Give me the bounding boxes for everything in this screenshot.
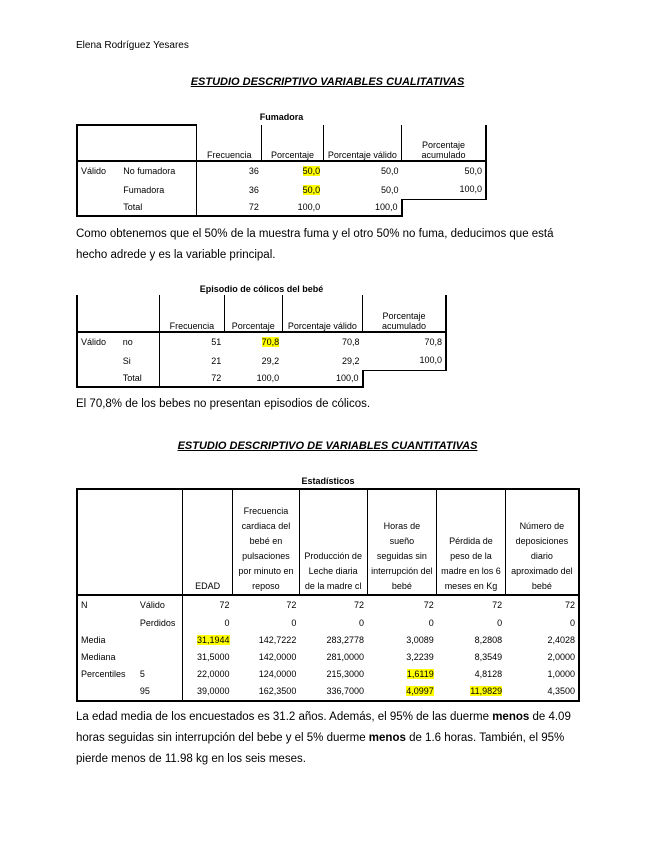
cell: 283,2778 (326, 635, 365, 645)
table-row (77, 161, 486, 180)
cell: 142,0000 (258, 652, 297, 662)
row-label: Fumadora (120, 180, 196, 199)
cell: 0 (497, 618, 503, 628)
cell: 72 (505, 595, 579, 615)
cell: 8,2808 (474, 635, 503, 645)
row-label: N (77, 595, 137, 615)
cell: 21 (211, 355, 222, 366)
cell: 72 (367, 595, 437, 615)
row-label: Media (77, 632, 137, 649)
row-sublabel: Perdidos (137, 615, 183, 632)
paragraph-cuantitativas (76, 707, 581, 770)
cell: 72 (299, 595, 367, 615)
cell: 72 (437, 595, 505, 615)
cell: 3,0089 (406, 635, 434, 645)
row-label: Percentiles (77, 666, 137, 683)
table-colicos (76, 295, 447, 388)
cell: 0 (224, 618, 230, 628)
row-label: Mediana (77, 649, 137, 666)
cell: 0 (359, 618, 365, 628)
cell: 100,0 (262, 199, 323, 216)
cell: 124,0000 (258, 669, 297, 679)
col-header: Horas de sueño seguidas sin interrupción del bebé (367, 489, 437, 595)
paragraph-fumadora: Como obtenemos que el 50% de la muestra fuma y el otro 50% no fuma, deducimos que está hecho adrede y es la variable principal. (76, 228, 554, 261)
cell-highlighted: 11,9829 (470, 686, 503, 696)
table-row (77, 683, 579, 701)
cell: 0 (505, 615, 579, 632)
row-group: Válido (77, 161, 120, 180)
paragraph-colicos: El 70,8% de los bebes no presentan episodios de cólicos. (76, 398, 371, 410)
row-label: No fumadora (120, 161, 196, 180)
text-run: de 4.09 horas seguidas sin interrupción del bebe y el 5% duerme (76, 711, 571, 744)
cell: 36 (197, 161, 262, 180)
cell-highlighted: 1,6119 (406, 669, 434, 679)
cell: 4,3500 (505, 683, 579, 701)
cell: 50,0 (323, 161, 401, 180)
col-header: Frecuencia (197, 125, 262, 161)
cell: 281,0000 (326, 652, 365, 662)
col-header: Frecuencia (160, 295, 225, 332)
table-row (77, 615, 579, 632)
cell: 100,0 (224, 370, 282, 387)
table-row (77, 351, 446, 370)
cell: 100,0 (282, 370, 362, 387)
col-header: Porcentaje (224, 295, 282, 332)
text-bold: menos (368, 732, 406, 744)
table-row (77, 632, 579, 649)
cell: 50,0 (402, 161, 486, 180)
table-row (77, 666, 579, 683)
text-bold: menos (492, 711, 530, 723)
cell: 2,4028 (505, 632, 579, 649)
col-header: Porcentaje válido (282, 295, 362, 332)
cell: 70,8 (363, 332, 446, 351)
cell: 0 (428, 618, 434, 628)
cell: 50,0 (381, 184, 399, 195)
cell: 72 (160, 370, 225, 387)
cell: 4,8128 (474, 669, 503, 679)
cell: 22,0000 (197, 669, 230, 679)
row-label: no (120, 332, 160, 351)
row-sublabel: 95 (137, 683, 183, 701)
table-row (77, 180, 486, 199)
cell: 31,5000 (197, 652, 230, 662)
cell: 72 (197, 199, 262, 216)
section-title-quantitative: ESTUDIO DESCRIPTIVO DE VARIABLES CUANTITATIVAS (177, 440, 478, 452)
author-name: Elena Rodríguez Yesares (76, 40, 189, 51)
cell: 8,3549 (474, 652, 503, 662)
cell: 100,0 (323, 199, 401, 216)
cell: 0 (291, 618, 297, 628)
col-header: Porcentaje acumulado (402, 125, 486, 161)
cell: 72 (183, 595, 233, 615)
col-header: Porcentaje (262, 125, 323, 161)
cell: 336,7000 (299, 683, 367, 701)
row-label: Total (120, 199, 196, 216)
cell: 36 (248, 184, 259, 195)
col-header: Frecuencia cardiaca del bebé en pulsaciones por minuto en reposo (233, 489, 300, 595)
section-title-qualitative: ESTUDIO DESCRIPTIVO VARIABLES CUALITATIVAS (190, 76, 465, 88)
cell-highlighted: 70,8 (261, 337, 280, 347)
row-label: Total (120, 370, 160, 387)
text-run: de 1.6 horas. También, el 95% pierde menos de 11.98 kg en los seis meses. (76, 732, 565, 765)
cell-highlighted: 31,1944 (197, 635, 230, 645)
col-header: Porcentaje válido (323, 125, 401, 161)
cell: 51 (160, 332, 225, 351)
table-row (77, 595, 579, 615)
col-header: Porcentaje acumulado (363, 295, 446, 332)
cell: 3,2239 (406, 652, 434, 662)
cell: 39,0000 (183, 683, 233, 701)
cell: 100,0 (363, 351, 446, 370)
cell: 72 (233, 595, 300, 615)
col-header: Número de deposiciones diario aproximado del bebé (505, 489, 579, 595)
cell: 2,0000 (505, 649, 579, 666)
cell: 162,3500 (233, 683, 300, 701)
cell-highlighted: 50,0 (302, 184, 321, 195)
cell: 142,7222 (258, 635, 297, 645)
table-estadisticos (76, 488, 580, 702)
table-row (77, 370, 446, 387)
col-header: EDAD (183, 489, 233, 595)
table-row (77, 332, 446, 351)
cell: 29,2 (342, 355, 360, 366)
table-title-fumadora: Fumadora (259, 112, 304, 122)
cell-highlighted: 50,0 (302, 166, 321, 176)
text-run: La edad media de los encuestados es 31.2 años. Además, el 95% de las duerme (76, 711, 493, 723)
row-sublabel: 5 (137, 666, 183, 683)
cell: 100,0 (402, 180, 486, 199)
col-header: Pérdida de peso de la madre en los 6 meses en Kg (437, 489, 505, 595)
row-group: Válido (77, 332, 120, 351)
cell: 70,8 (282, 332, 362, 351)
table-row (77, 199, 486, 216)
cell: 215,3000 (326, 669, 365, 679)
cell-highlighted: 4,0997 (406, 686, 434, 696)
table-title-estadisticos: Estadísticos (301, 476, 355, 486)
table-row (77, 649, 579, 666)
cell: 1,0000 (505, 666, 579, 683)
row-sublabel: Válido (137, 595, 183, 615)
table-title-colicos: Episodio de cólicos del bebé (199, 284, 324, 294)
col-header: Producción de Leche diaria de la madre cl (299, 489, 367, 595)
row-label: Si (120, 351, 160, 370)
cell: 29,2 (261, 355, 280, 366)
table-fumadora (76, 124, 487, 217)
